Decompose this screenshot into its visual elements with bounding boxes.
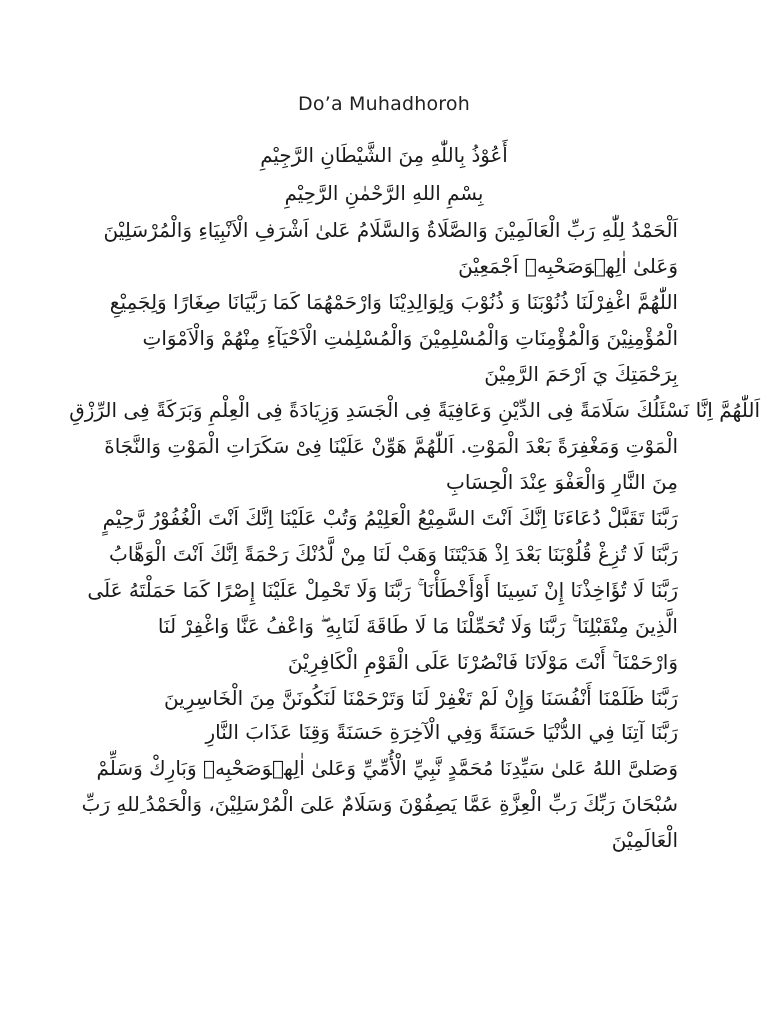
text-line: اللّٰهُمَّ اغْفِرْلَنَا ذُنُوْبَنَا وَ ذُنُوْبَ وَلِوَالِدِيْنَا وَارْحَمْهُمَا كَمَا رَبَّيَانَا صِغَارًا وَلِجَمِيْعِ [109,290,678,314]
text-line: بِرَحْمَتِكَ يَ اَرْحَمَ الرَّمِيْنَ [484,362,678,386]
text-line: الْعَالَمِيْنَ [611,828,678,852]
text-line: رَبَّنَا ظَلَمْنَا أَنْفُسَنَا وَإِنْ لَمْ تَغْفِرْ لَنَا وَتَرْحَمْنَا لَنَكُونَنَّ مِنَ الْخَاسِرِينَ [163,686,678,710]
text-line: الْمَوْتِ وَمَغْفِرَةً بَعْدَ الْمَوْتِ. اَللّٰهُمَّ هَوِّنْ عَلَيْنَا فِىْ سَكَرَاتِ الْمَوْتِ وَالنَّجَاةَ [104,434,678,458]
text-line: الَّذِينَ مِنْقَبْلِنَا ۚ رَبَّنَا وَلَا تُحَمِّلْنَا مَا لَا طَاقَةَ لَنَابِهِ ۖ وَاعْفُ عَنَّا وَاغْفِرْ لَنَا [157,614,678,638]
text-line: مِنَ النَّارِ وَالْعَفْوَ عِنْدَ الْحِسَابِ [445,470,678,494]
text-line: وَارْحَمْنَا ۚ أَنْتَ مَوْلَانَا فَانْصُرْنَا عَلَى الْقَوْمِ الْكَافِرِيْنَ [287,650,678,674]
text-line: اَلْحَمْدُ لِلّٰهِ رَبِّ الْعَالَمِيْنَ وَالصَّلَاةُ وَالسَّلَامُ عَلىٰ اَشْرَفِ الْاَنْبِيَاءِ وَالْمُرْسَلِيْنَ [103,218,678,242]
text-line-taawudz: أَعُوْذُ بِاللّٰهِ مِنَ الشَّيْطَانِ الرَّجِيْمِ [260,144,508,167]
text-line: رَبَّنَا لَا تُزِغْ قُلُوْبَنَا بَعْدَ اِذْ هَدَيْتَنَا وَهَبْ لَنَا مِنْ لَّدُنْكَ رَحْمَةً اِنَّكَ اَنْتَ الْوَهَّابُ [109,542,678,566]
text-line: رَبَّنَا آتِنَا فِي الدُّنْيَا حَسَنَةً وَفِي الْآخِرَةِ حَسَنَةً وَقِنَا عَذَابَ النَّارِ [205,720,678,744]
text-line: وَصَلىَّ اللهُ عَلىٰ سَيِّدِنَا مُحَمَّدٍ نَّبِيِّ الْأُمِّيِّ وَعَلىٰ اٰلِهٖوَصَحْبِهٖ وَبَارِكْ وَسَلِّمْ [96,756,678,780]
text-line: وَعَلىٰ اٰلِهٖوَصَحْبِهٖ اَجْمَعِيْنَ [458,254,678,278]
document-title: Do’a Muhadhoroh [298,93,470,115]
text-line: اَللّٰهُمَّ اِنَّا نَسْئَلُكَ سَلَامَةً فِى الدِّيْنِ وَعَافِيَةً فِى الْجَسَدِ وَزِيَادَةً فِى الْعِلْمِ وَبَرَكَةً فِى الرِّزْقِ [69,398,760,422]
text-line-basmalah: بِسْمِ اللهِ الرَّحْمٰنِ الرَّحِيْمِ [284,182,484,205]
text-line: رَبَّنَا لَا تُؤَاخِذْنَا إِنْ نَسِينَا أَوْأَخْطَأْنَا ۚ رَبَّنَا وَلَا تَحْمِلْ عَلَيْنَا إِصْرًا كَمَا حَمَلْتَهُ عَلَى [87,578,678,602]
text-line: رَبَّنَا تَقَبَّلْ دُعَاءَنَا اِنَّكَ اَنْتَ السَّمِيْعُ الْعَلِيْمُ وَتُبْ عَلَيْنَا اِنَّكَ اَنْتَ الْغُفُوْرُ رَّحِيْمٍ [102,506,678,530]
text-line: الْمُؤْمِنِيْنَ وَالْمُؤْمِنَاتِ وَالْمُسْلِمِيْنَ وَالْمُسْلِمٰتِ الْاَحْيَآءِ مِنْهُمْ وَالْاَمْوَاتِ [142,326,678,350]
text-line: سُبْحَانَ رَبِّكَ رَبِّ الْعِزَّةِ عَمَّا يَصِفُوْنَ وَسَلَامٌ عَلىَ الْمُرْسَلِيْنَ، وَالْحَمْدُ ِللهِ رَبِّ [81,792,678,816]
